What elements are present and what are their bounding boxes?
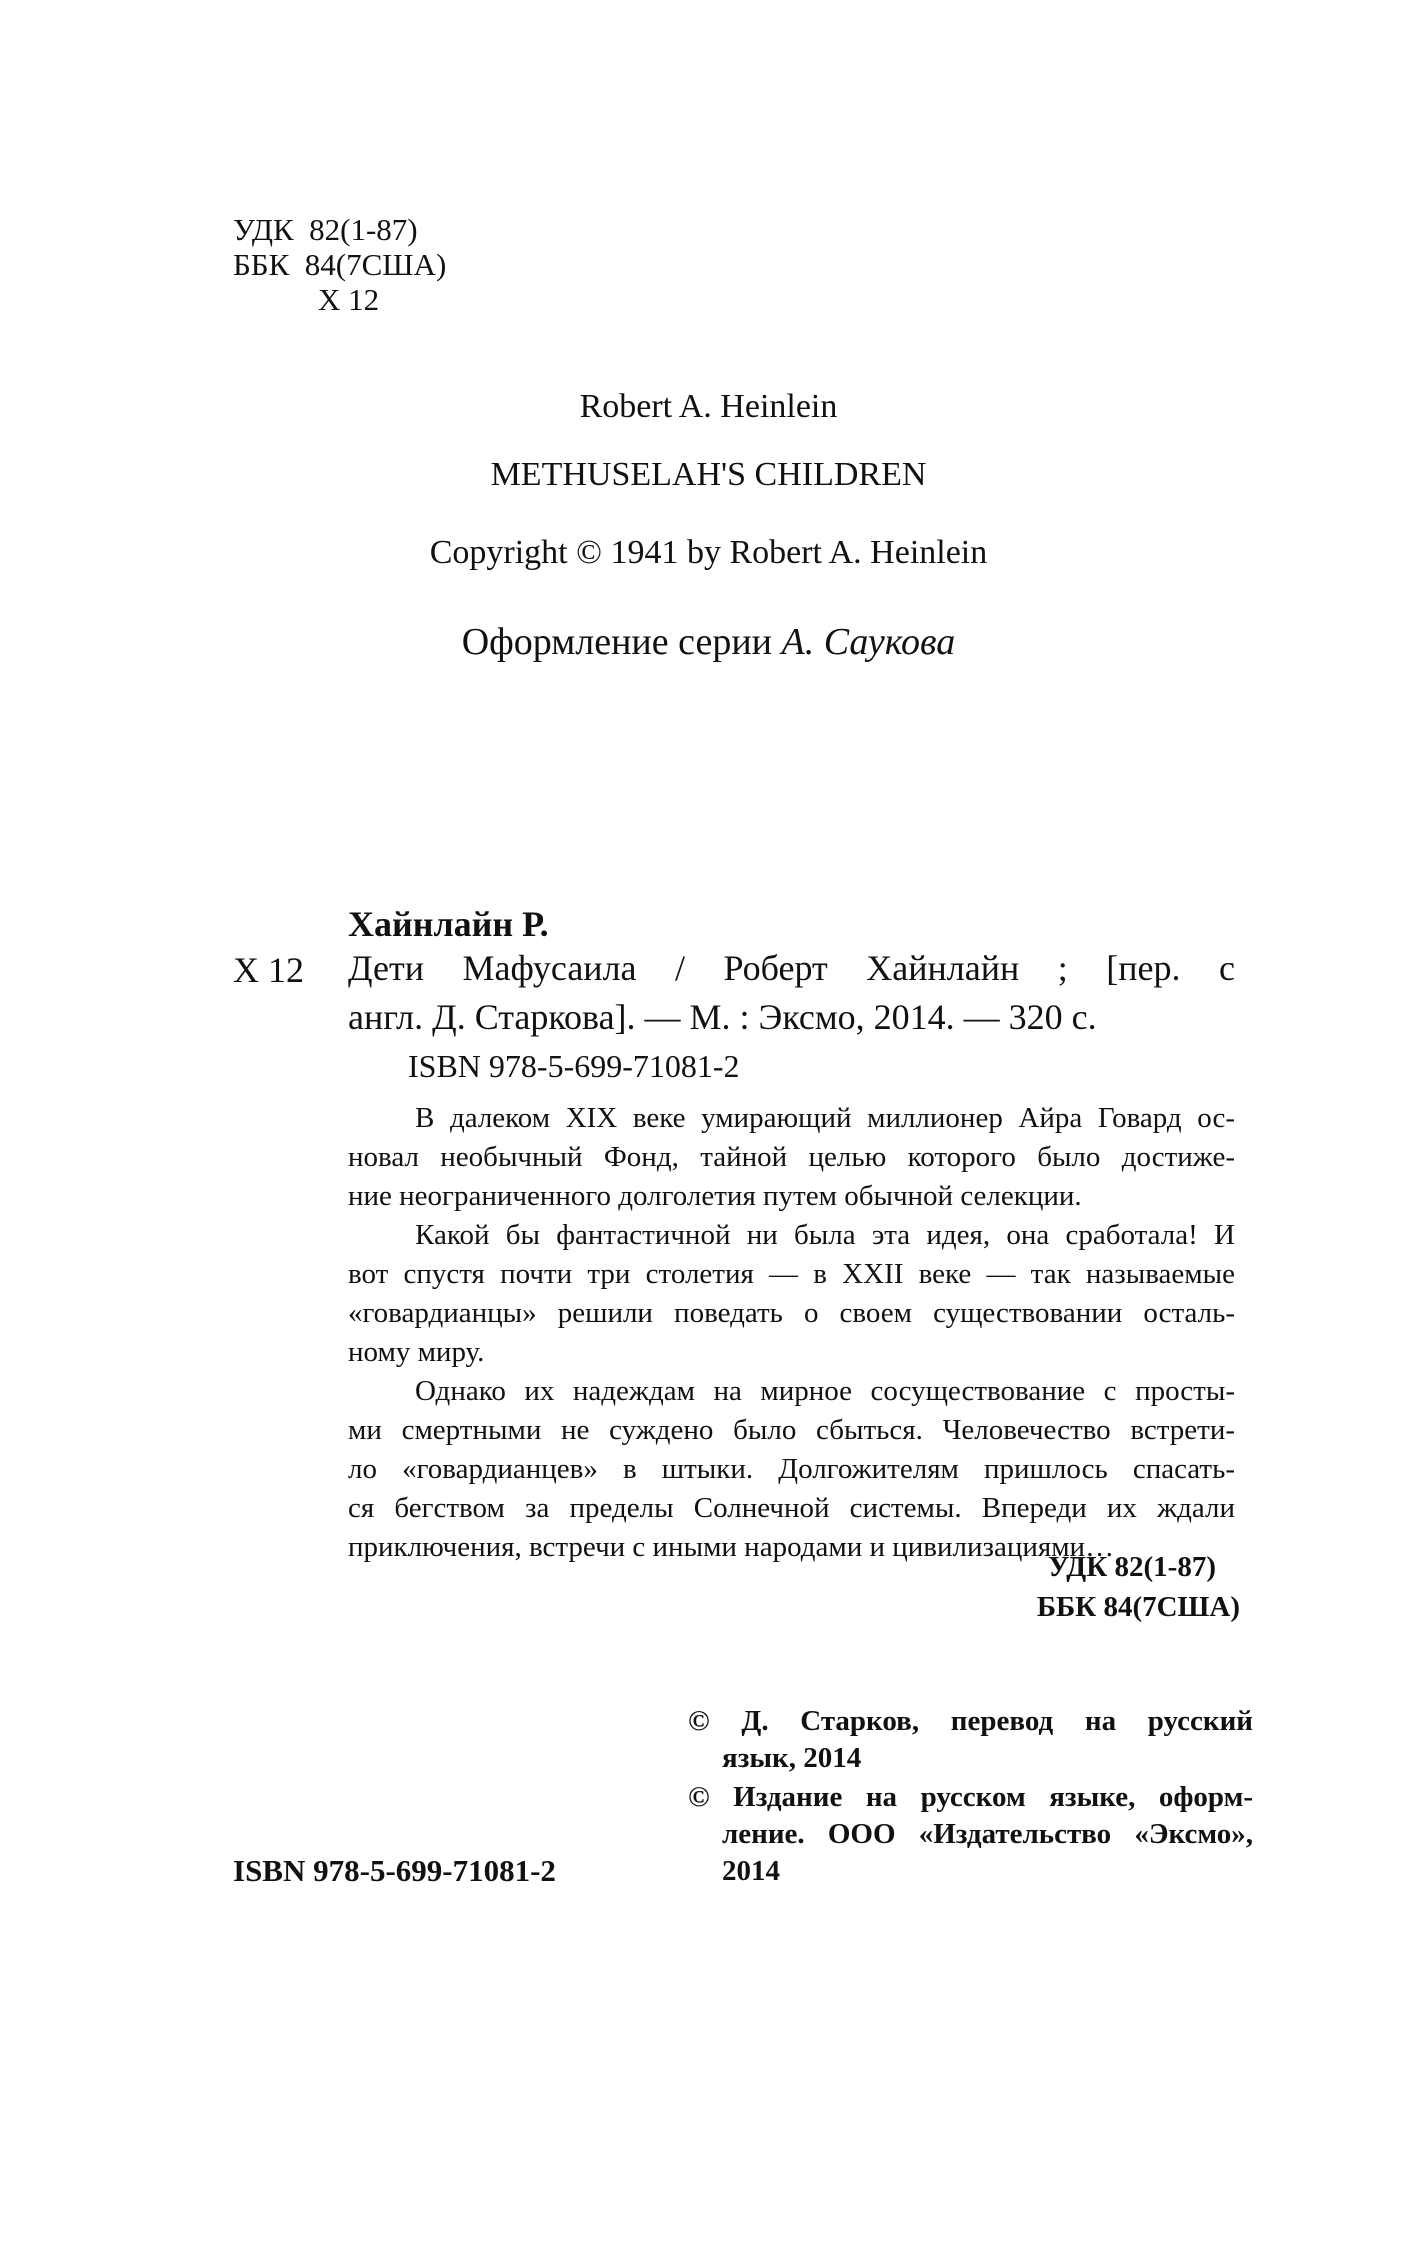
annotation-line: Какой бы фантастичной ни была эта идея, она сработала! И [415, 1219, 1235, 1251]
series-designer: А. Саукова [781, 621, 956, 663]
udk-value: 82(1-87) [309, 212, 418, 247]
catalog-annotation [348, 1099, 1235, 1567]
annotation-line: ми смертными не суждено было сбыться. Человечество встрети- [348, 1414, 1235, 1446]
description-line: англ. Д. Старкова]. — М. : Эксмо, 2014. — 320 с. [348, 997, 1097, 1037]
annotation-line: В далеком XIX веке умирающий миллионер Айра Говард ос- [415, 1102, 1235, 1134]
annotation-line: вот спустя почти три столетия — в XXII веке — так называемые [348, 1258, 1235, 1290]
description-line: Дети Мафусаила / Роберт Хайнлайн ; [пер. с [348, 948, 1235, 988]
footer-isbn: ISBN 978-5-699-71081-2 [233, 1853, 556, 1888]
copyright-line: язык, 2014 [722, 1742, 862, 1774]
copyright-line: 2014 [722, 1855, 780, 1887]
copyright-line: © Издание на русском языке, оформ- [688, 1781, 1253, 1813]
catalog-description [348, 944, 1235, 1042]
author-mark: Х 12 [318, 282, 380, 317]
udk-code-line [233, 212, 418, 247]
annotation-line: ло «говардианцев» в штыки. Долгожителям пришлось спасать- [348, 1453, 1235, 1485]
annotation-line: ному миру. [348, 1336, 485, 1368]
annotation-line: «говардианцы» решили поведать о своем существовании осталь- [348, 1297, 1235, 1329]
annotation-line: приключения, встречи с иными народами и цивилизациями… [348, 1531, 1115, 1563]
annotation-line: Однако их надеждам на мирное сосуществование с просты- [415, 1375, 1235, 1407]
catalog-bbk: ББК 84(7США) [1036, 1591, 1240, 1623]
series-design-credit [0, 622, 1417, 662]
bbk-value: 84(7США) [304, 247, 447, 282]
catalog-author-mark: Х 12 [233, 950, 304, 990]
catalog-isbn: ISBN 978-5-699-71081-2 [408, 1048, 740, 1084]
catalog-author-heading: Хайнлайн Р. [348, 904, 549, 944]
series-design-label: Оформление серии [461, 621, 773, 663]
catalog-udk: УДК 82(1-87) [1047, 1551, 1216, 1583]
annotation-line: ние неограниченного долголетия путем обычной селекции. [348, 1180, 1082, 1212]
original-title: METHUSELAH'S CHILDREN [490, 456, 927, 493]
copyright-line: © Д. Старков, перевод на русский [688, 1705, 1253, 1737]
translation-copyright [688, 1703, 1253, 1777]
udk-label: УДК [233, 212, 294, 247]
bbk-code-line [233, 247, 446, 282]
copyright-line: ление. ООО «Издательство «Эксмо», [722, 1818, 1253, 1850]
original-author: Robert A. Heinlein [579, 388, 838, 425]
annotation-line: ся бегством за пределы Солнечной системы. Впереди их ждали [348, 1492, 1235, 1524]
bbk-label: ББК [233, 247, 290, 282]
original-copyright: Copyright © 1941 by Robert A. Heinlein [429, 534, 988, 571]
annotation-line: новал необычный Фонд, тайной целью которого было достиже- [348, 1141, 1235, 1173]
edition-copyright [688, 1779, 1253, 1890]
